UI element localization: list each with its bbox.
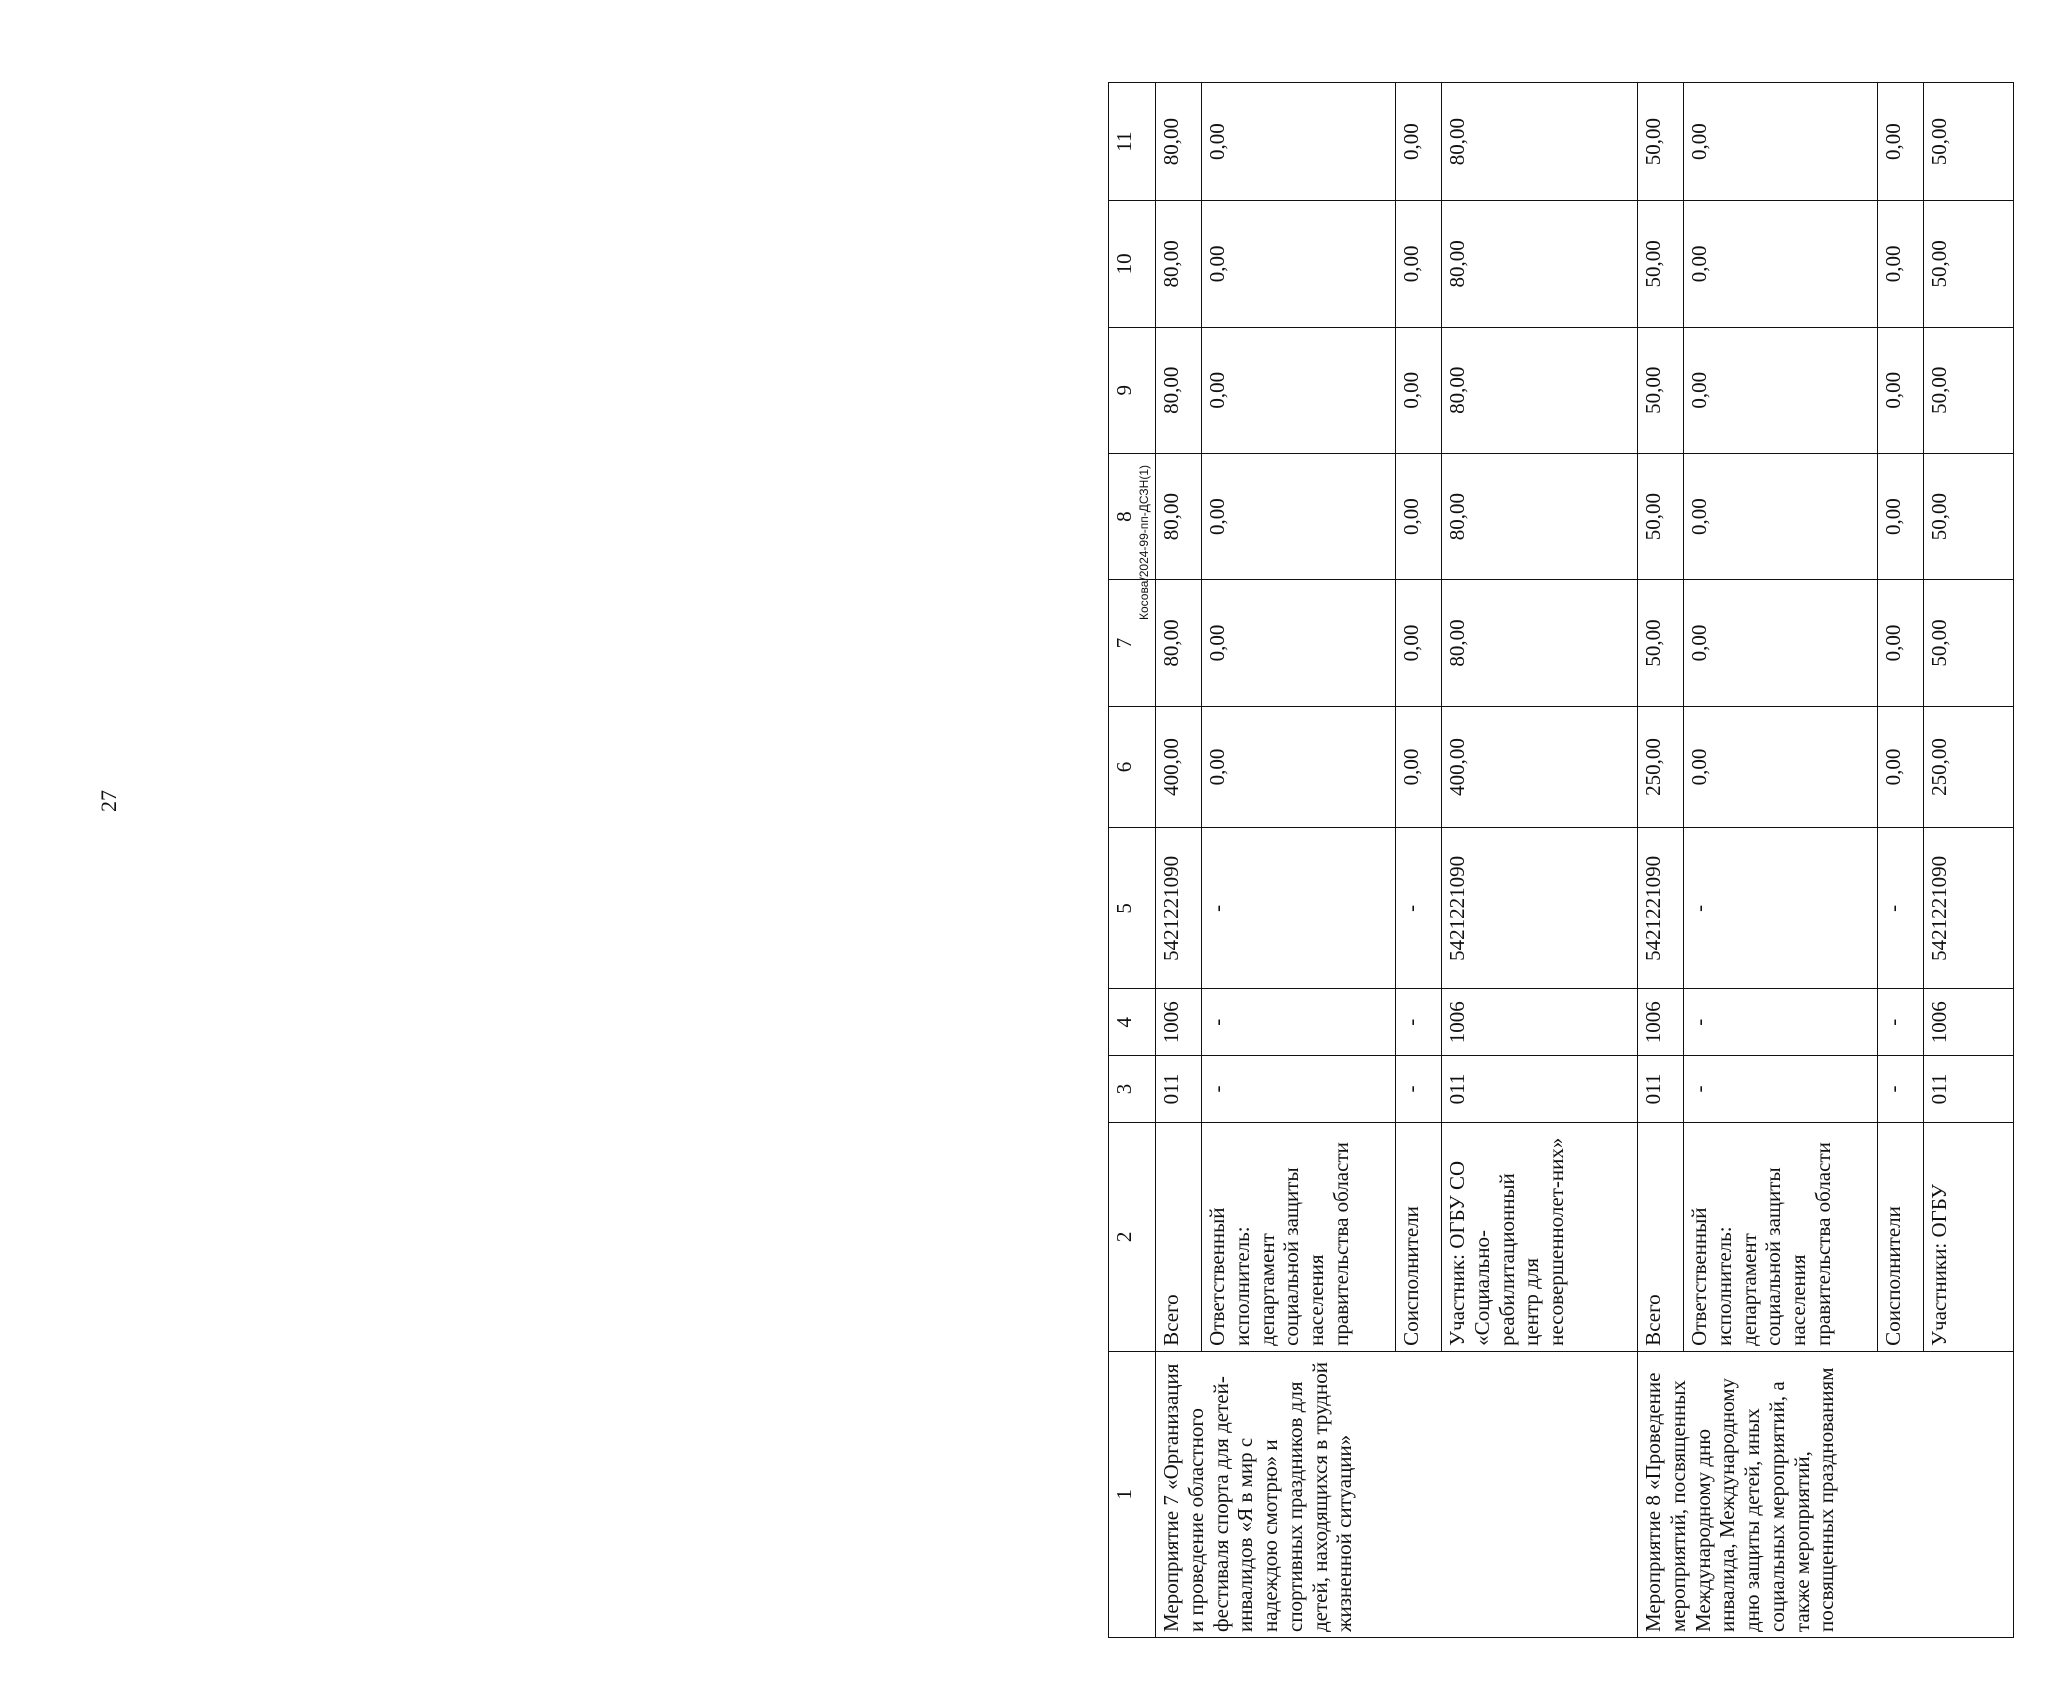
value-cell: 50,00 [1924, 580, 2014, 706]
header-row [1109, 83, 1156, 1638]
header-cell: 9 [1109, 327, 1156, 453]
value-cell: 0,00 [1878, 327, 1924, 453]
value-cell: 0,00 [1202, 580, 1396, 706]
value-cell: 50,00 [1638, 327, 1684, 453]
row-label: Участник: ОГБУ СО «Социально-реабилитационный центр для несовершеннолет-них» [1442, 1122, 1638, 1351]
code-cell: - [1684, 828, 1878, 989]
header-cell: 3 [1109, 1056, 1156, 1123]
code-cell: 1006 [1924, 989, 2014, 1056]
rotated-table-wrapper [1108, 82, 2048, 1638]
code-cell: - [1684, 989, 1878, 1056]
value-cell: 0,00 [1202, 327, 1396, 453]
value-cell: 80,00 [1156, 453, 1202, 579]
row-label: Участники: ОГБУ [1924, 1122, 2014, 1351]
code-cell: 011 [1924, 1056, 2014, 1123]
value-cell: 80,00 [1442, 453, 1638, 579]
value-cell: 80,00 [1442, 580, 1638, 706]
code-cell: - [1878, 989, 1924, 1056]
value-cell: 0,00 [1396, 453, 1442, 579]
value-cell: 0,00 [1684, 201, 1878, 327]
row-label: Соисполнители [1396, 1122, 1442, 1351]
code-cell: - [1684, 1056, 1878, 1123]
event-description: Мероприятие 8 «Проведение мероприятий, посвященных Международному дню инвалида, Международному дню защиты детей, иных социальных мероприятий, а также мероприятий, посвященных празднованиям [1638, 1351, 2014, 1637]
header-cell: 6 [1109, 706, 1156, 828]
value-cell: 0,00 [1396, 83, 1442, 201]
table-row [1156, 83, 1202, 1638]
code-cell: - [1202, 989, 1396, 1056]
value-cell: 80,00 [1442, 201, 1638, 327]
value-cell: 0,00 [1684, 83, 1878, 201]
value-cell: 50,00 [1924, 327, 2014, 453]
value-cell: 250,00 [1924, 706, 2014, 828]
value-cell: 80,00 [1156, 83, 1202, 201]
code-cell: 5421221090 [1156, 828, 1202, 989]
value-cell: 0,00 [1202, 201, 1396, 327]
header-cell: 5 [1109, 828, 1156, 989]
value-cell: 0,00 [1396, 201, 1442, 327]
value-cell: 0,00 [1202, 706, 1396, 828]
value-cell: 0,00 [1684, 706, 1878, 828]
row-label: Соисполнители [1878, 1122, 1924, 1351]
value-cell: 0,00 [1396, 580, 1442, 706]
value-cell: 0,00 [1878, 706, 1924, 828]
value-cell: 0,00 [1878, 453, 1924, 579]
value-cell: 80,00 [1156, 327, 1202, 453]
value-cell: 80,00 [1442, 327, 1638, 453]
header-cell: 2 [1109, 1122, 1156, 1351]
header-cell: 8 [1109, 453, 1156, 579]
code-cell: - [1396, 828, 1442, 989]
value-cell: 0,00 [1396, 327, 1442, 453]
value-cell: 0,00 [1202, 83, 1396, 201]
value-cell: 0,00 [1684, 580, 1878, 706]
code-cell: - [1396, 989, 1442, 1056]
value-cell: 80,00 [1156, 580, 1202, 706]
code-cell: 1006 [1442, 989, 1638, 1056]
value-cell: 80,00 [1156, 201, 1202, 327]
value-cell: 50,00 [1924, 83, 2014, 201]
code-cell: - [1878, 828, 1924, 989]
row-label: Всего [1156, 1122, 1202, 1351]
code-cell: 5421221090 [1442, 828, 1638, 989]
value-cell: 50,00 [1638, 201, 1684, 327]
value-cell: 0,00 [1878, 580, 1924, 706]
code-cell: - [1202, 1056, 1396, 1123]
value-cell: 50,00 [1924, 453, 2014, 579]
value-cell: 400,00 [1442, 706, 1638, 828]
value-cell: 0,00 [1878, 201, 1924, 327]
value-cell: 50,00 [1638, 453, 1684, 579]
header-cell: 11 [1109, 83, 1156, 201]
value-cell: 0,00 [1878, 83, 1924, 201]
code-cell: - [1396, 1056, 1442, 1123]
code-cell: 011 [1156, 1056, 1202, 1123]
header-cell: 4 [1109, 989, 1156, 1056]
value-cell: 0,00 [1202, 453, 1396, 579]
value-cell: 0,00 [1684, 453, 1878, 579]
code-cell: - [1878, 1056, 1924, 1123]
value-cell: 50,00 [1924, 201, 2014, 327]
value-cell: 400,00 [1156, 706, 1202, 828]
row-label: Ответственный исполнитель: департамент социальной защиты населения правительства области [1202, 1122, 1396, 1351]
header-cell: 10 [1109, 201, 1156, 327]
value-cell: 250,00 [1638, 706, 1684, 828]
row-label: Ответственный исполнитель: департамент социальной защиты населения правительства области [1684, 1122, 1878, 1351]
row-label: Всего [1638, 1122, 1684, 1351]
code-cell: 5421221090 [1638, 828, 1684, 989]
code-cell: 1006 [1156, 989, 1202, 1056]
budget-table [1108, 82, 2014, 1638]
value-cell: 50,00 [1638, 83, 1684, 201]
code-cell: 1006 [1638, 989, 1684, 1056]
header-cell: 7 [1109, 580, 1156, 706]
code-cell: 011 [1638, 1056, 1684, 1123]
event-description: Мероприятие 7 «Организация и проведение областного фестиваля спорта для детей-инвалидов «Я в мир с надеждою смотрю» и спортивных праздников для детей, находящихся в трудной жизненной ситуации» [1156, 1351, 1638, 1637]
header-cell: 1 [1109, 1351, 1156, 1637]
code-cell: 011 [1442, 1056, 1638, 1123]
code-cell: - [1202, 828, 1396, 989]
value-cell: 0,00 [1396, 706, 1442, 828]
value-cell: 0,00 [1684, 327, 1878, 453]
document-code: Косова/2024-99-пп-ДСЗН(1) [1137, 465, 1151, 620]
table-row [1638, 83, 1684, 1638]
page-number: 27 [96, 790, 121, 812]
code-cell: 5421221090 [1924, 828, 2014, 989]
value-cell: 50,00 [1638, 580, 1684, 706]
value-cell: 80,00 [1442, 83, 1638, 201]
